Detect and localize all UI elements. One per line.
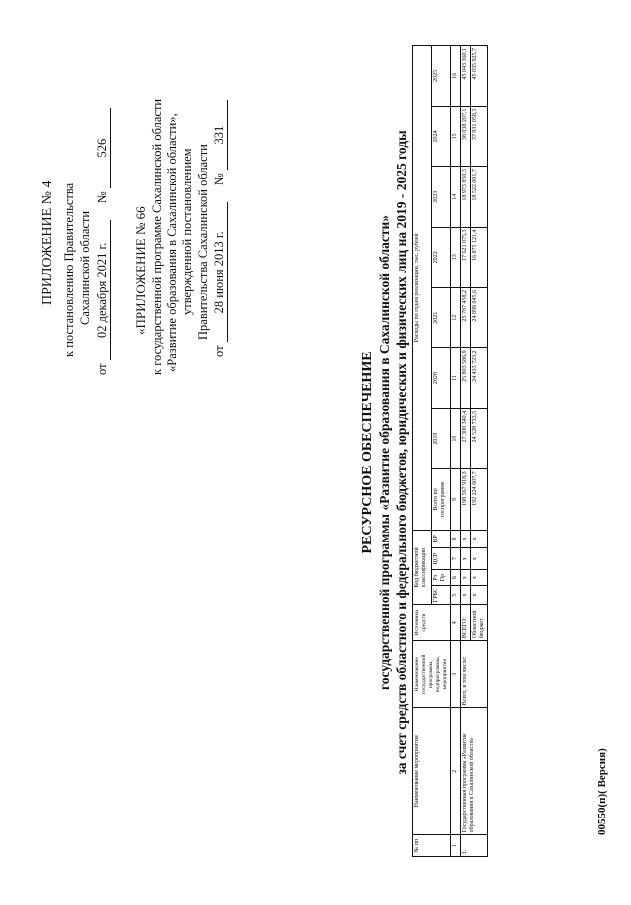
column-number: 12 bbox=[451, 287, 461, 347]
previous-appendix-ot-label: от bbox=[212, 345, 226, 357]
column-number-row bbox=[451, 46, 461, 857]
header-year: 2024 bbox=[432, 106, 451, 166]
row-rzpr: х bbox=[461, 570, 471, 586]
header-year: 2019 bbox=[432, 408, 451, 468]
previous-appendix-line-2: «Развитие образования в Сахалинской области», bbox=[165, 113, 179, 372]
column-number: 15 bbox=[451, 106, 461, 166]
row-total: 192 224 607,7 bbox=[471, 469, 488, 530]
row-year-value: 24 898 045,6 bbox=[471, 287, 488, 347]
appendix-line-1: к постановлению Правительства bbox=[62, 182, 76, 357]
previous-appendix-title: «ПРИЛОЖЕНИЕ № 66 bbox=[133, 206, 148, 335]
row-year-value: 18 973 850,3 bbox=[461, 167, 471, 227]
previous-appendix-date: 28 июня 2013 г. bbox=[212, 202, 228, 342]
previous-appendix-line-1: к государственной программе Сахалинской области bbox=[150, 98, 164, 375]
document-title: РЕСУРСНОЕ ОБЕСПЕЧЕНИЕ bbox=[360, 351, 375, 554]
column-number: 1 bbox=[451, 835, 461, 857]
column-number: 4 bbox=[451, 605, 461, 641]
column-number: 10 bbox=[451, 408, 461, 468]
column-number: 3 bbox=[451, 641, 461, 708]
column-number: 6 bbox=[451, 570, 461, 586]
previous-appendix-line-4: Правительства Сахалинской области bbox=[196, 144, 210, 340]
appendix-date: 02 декабря 2021 г. bbox=[95, 220, 111, 360]
document-version-label: 00550(п)( Версия) bbox=[596, 748, 608, 835]
row-year-value: 16 875 121,4 bbox=[471, 227, 488, 287]
row-rzpr: х bbox=[471, 570, 488, 586]
row-csr: х bbox=[461, 548, 471, 570]
appendix-ot-label: от bbox=[95, 363, 109, 375]
header-number: № пп bbox=[413, 835, 451, 857]
previous-appendix-line-3: утвержденной постановлением bbox=[180, 148, 194, 315]
row-vr: х bbox=[471, 530, 488, 548]
column-number: 11 bbox=[451, 348, 461, 408]
appendix-number: 526 bbox=[95, 108, 111, 188]
header-rzpr: Рз Пр bbox=[432, 570, 451, 586]
row-year-value: 24 433 723,2 bbox=[471, 348, 488, 408]
row-vr: х bbox=[461, 530, 471, 548]
header-year: 2021 bbox=[432, 287, 451, 347]
column-number: 8 bbox=[451, 530, 461, 548]
header-year: 2023 bbox=[432, 167, 451, 227]
previous-appendix-date-line bbox=[212, 100, 228, 357]
row-measure: Государственная программа «Развитие образования в Сахалинской области» bbox=[461, 708, 488, 835]
row-csr: х bbox=[471, 548, 488, 570]
header-total: Всего по госпрограмме bbox=[432, 469, 451, 530]
appendix-line-2: Сахалинской области bbox=[78, 210, 92, 325]
header-source: Источники средств bbox=[413, 605, 451, 641]
column-number: 16 bbox=[451, 46, 461, 107]
row-year-value: 25 787 458,2 bbox=[461, 287, 471, 347]
row-total: 198 567 918,3 bbox=[461, 469, 471, 530]
row-source: Областной бюджет bbox=[471, 605, 488, 641]
row-year-value: 37 931 058,3 bbox=[471, 106, 488, 166]
header-year: 2022 bbox=[432, 227, 451, 287]
header-measure: Наименование мероприятия bbox=[413, 708, 451, 835]
column-number: 5 bbox=[451, 586, 461, 605]
table-row bbox=[461, 46, 471, 857]
row-year-value: 24 528 733,5 bbox=[471, 408, 488, 468]
header-year: 2025 bbox=[432, 46, 451, 107]
row-year-value: 45 043 360,1 bbox=[461, 46, 471, 107]
row-year-value: 18 522 001,7 bbox=[471, 167, 488, 227]
header-expenses: Расходы по годам реализации, тыс. рублей bbox=[413, 46, 432, 531]
row-year-value: 17 621 075,3 bbox=[461, 227, 471, 287]
header-vr: ВР bbox=[432, 530, 451, 548]
row-source: ВСЕГО: bbox=[461, 605, 471, 641]
header-csr: ЦСР bbox=[432, 548, 451, 570]
document-subtitle-period: за счет средств областного и федерального бюджетов, юридических и физических лиц на 2019 - 2025 годы bbox=[394, 130, 409, 775]
column-number: 7 bbox=[451, 548, 461, 570]
header-budget-code: Код бюджетной классификации bbox=[413, 530, 432, 605]
header-year: 2020 bbox=[432, 348, 451, 408]
appendix-number-label: № bbox=[95, 191, 109, 204]
row-grbs: х bbox=[471, 586, 488, 605]
document-subtitle: государственной программы «Развитие образования в Сахалинской области» bbox=[377, 214, 392, 691]
appendix-date-line bbox=[95, 108, 111, 375]
row-executor: Всего, в том числе: bbox=[461, 641, 488, 708]
previous-appendix-number-label: № bbox=[212, 173, 226, 186]
column-number: 14 bbox=[451, 167, 461, 227]
column-number: 2 bbox=[451, 708, 461, 835]
row-grbs: х bbox=[461, 586, 471, 605]
row-year-value: 38 038 207,1 bbox=[461, 106, 471, 166]
previous-appendix-number: 331 bbox=[212, 100, 228, 170]
header-executor: Наименование государственной программы, подпрограммы, мероприятия bbox=[413, 641, 451, 708]
resource-table bbox=[412, 45, 488, 857]
row-year-value: 27 300 340,4 bbox=[461, 408, 471, 468]
row-number: 1. bbox=[461, 835, 488, 857]
table-header-row-1 bbox=[413, 46, 432, 857]
appendix-title: ПРИЛОЖЕНИЕ № 4 bbox=[40, 180, 55, 305]
column-number: 9 bbox=[451, 469, 461, 530]
column-number: 13 bbox=[451, 227, 461, 287]
row-year-value: 25 803 586,9 bbox=[461, 348, 471, 408]
header-grbs: ГРБС bbox=[432, 586, 451, 605]
row-year-value: 45 035 925,7 bbox=[471, 46, 488, 107]
